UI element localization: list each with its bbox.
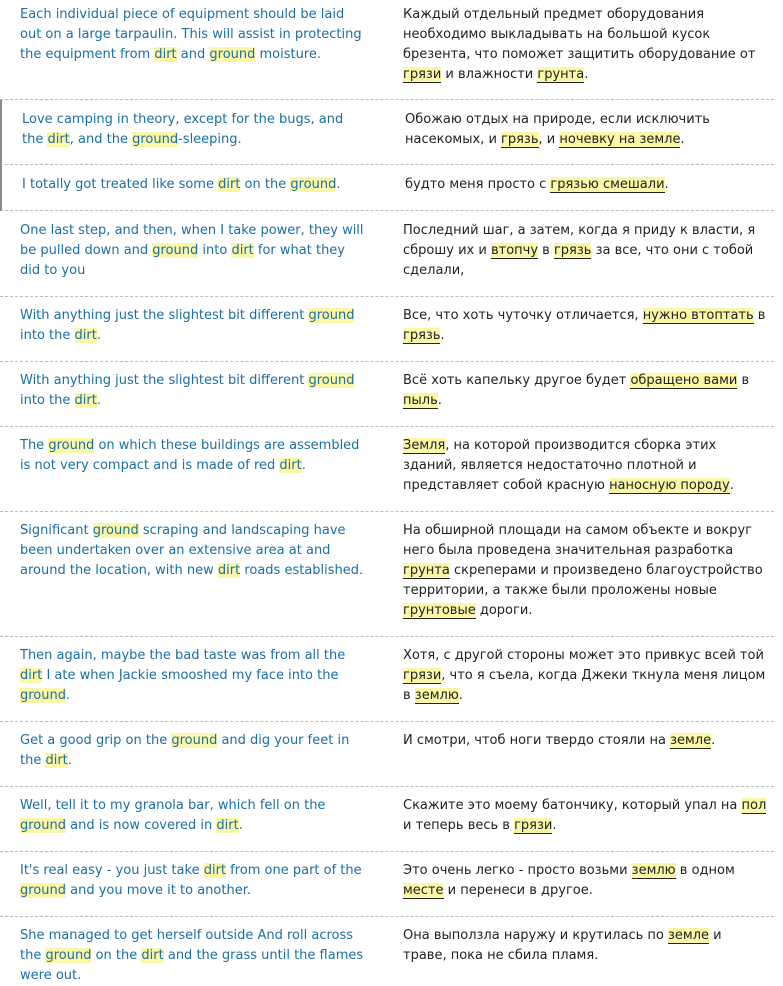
- example-row: [0, 917, 774, 986]
- text-segment: and is now covered in: [66, 818, 217, 833]
- text-segment: , and the: [69, 132, 133, 147]
- source-sentence: [0, 436, 365, 511]
- highlighted-term: dirt: [45, 753, 68, 768]
- text-segment: Хотя, с другой стороны может это привкус всей той: [403, 648, 764, 663]
- example-row: [0, 165, 774, 211]
- target-sentence: [365, 926, 774, 986]
- target-sentence: [365, 221, 774, 296]
- highlighted-term: втопчу: [490, 243, 539, 258]
- example-row: [0, 211, 774, 297]
- text-segment: .: [584, 67, 589, 82]
- text-segment: into: [198, 243, 232, 258]
- text-segment: from one part of the: [226, 863, 362, 878]
- source-sentence: [2, 110, 367, 164]
- text-segment: и теперь весь в: [403, 818, 515, 833]
- text-segment: into the: [20, 328, 75, 343]
- highlighted-term: ground: [20, 688, 66, 703]
- text-segment: on the: [91, 948, 142, 963]
- text-segment: .: [96, 393, 101, 408]
- highlighted-term: dirt: [217, 563, 241, 578]
- highlighted-term: обращено вами: [630, 373, 738, 388]
- text-segment: .: [552, 818, 557, 833]
- target-sentence: [365, 796, 774, 851]
- text-segment: It's real easy - you just take: [20, 863, 204, 878]
- text-segment: .: [336, 177, 341, 192]
- target-sentence: [365, 306, 774, 361]
- highlighted-term: ground: [20, 818, 66, 833]
- text-segment: в одном: [675, 863, 735, 878]
- highlighted-term: грязь: [553, 243, 592, 258]
- highlighted-term: dirt: [231, 243, 254, 258]
- text-segment: Each individual piece of equipment should be laid out on a large tarpaulin. This will assist in protecting the equipment from: [20, 7, 362, 62]
- target-sentence: [367, 175, 774, 210]
- text-segment: Significant: [20, 523, 93, 538]
- highlighted-term: ground: [48, 438, 95, 453]
- text-segment: With anything just the slightest bit different: [20, 373, 309, 388]
- highlighted-term: грязи: [403, 668, 442, 683]
- highlighted-term: наносную породу: [609, 478, 730, 493]
- text-segment: в: [538, 243, 554, 258]
- highlighted-term: Земля: [403, 438, 446, 453]
- highlighted-term: грязью смешали: [550, 177, 665, 192]
- target-sentence: [365, 436, 774, 511]
- source-sentence: [0, 926, 365, 986]
- text-segment: moisture.: [255, 47, 322, 62]
- highlighted-term: ground: [132, 132, 179, 147]
- text-segment: , и: [538, 132, 560, 147]
- target-sentence: [365, 861, 774, 916]
- text-segment: скреперами и произведено благоустройство территории, а также были проложены новые: [403, 563, 763, 598]
- target-sentence: [367, 110, 774, 164]
- source-sentence: [0, 861, 365, 916]
- example-row: [0, 362, 774, 427]
- highlighted-term: ground: [308, 373, 355, 388]
- source-sentence: [2, 175, 367, 210]
- highlighted-term: ground: [45, 948, 92, 963]
- highlighted-term: грязь: [501, 132, 539, 147]
- highlighted-term: ground: [20, 883, 66, 898]
- text-segment: Well, tell it to my granola bar, which fell on the: [20, 798, 326, 813]
- example-row: [0, 722, 774, 787]
- text-segment: I totally got treated like some: [22, 177, 219, 192]
- source-sentence: [0, 731, 365, 786]
- text-segment: and you move it to another.: [66, 883, 251, 898]
- text-segment: Это очень легко - просто возьми: [403, 863, 632, 878]
- highlighted-term: пыль: [403, 393, 438, 408]
- text-segment: И смотри, чтоб ноги твердо стояли на: [403, 733, 671, 748]
- example-row: [0, 0, 774, 100]
- highlighted-term: земле: [670, 733, 712, 748]
- text-segment: Обожаю отдых на природе, если исключить насекомых, и: [405, 112, 710, 147]
- highlighted-term: ground: [290, 177, 337, 192]
- text-segment: Then again, maybe the bad taste was from all the: [20, 648, 346, 663]
- text-segment: and the grass until the flames were out.: [20, 948, 364, 983]
- example-row: [0, 427, 774, 512]
- text-segment: Последний шаг, а затем, когда я приду к власти, я сброшу их и: [403, 223, 756, 258]
- highlighted-term: ground: [209, 47, 256, 62]
- text-segment: дороги.: [475, 603, 533, 618]
- highlighted-term: пол: [741, 798, 767, 813]
- text-segment: Она выползла наружу и крутилась по: [403, 928, 668, 943]
- highlighted-term: грунтовые: [403, 603, 476, 618]
- text-segment: She managed to get herself outside And roll across the: [20, 928, 354, 963]
- text-segment: scraping and landscaping have been undertaken over an extensive area at and around the location, with new: [20, 523, 346, 578]
- text-segment: Каждый отдельный предмет оборудования необходимо выкладывать на большой кусок брезента, что поможет защитить оборудование от: [403, 7, 756, 62]
- text-segment: На обширной площади на самом объекте и вокруг него была проведена значительная разработка: [403, 523, 752, 558]
- highlighted-term: dirt: [141, 948, 164, 963]
- text-segment: и перенеси в другое.: [443, 883, 593, 898]
- highlighted-term: ground: [171, 733, 218, 748]
- source-sentence: [0, 371, 365, 426]
- text-segment: .: [301, 458, 306, 473]
- text-segment: Скажите это моему батончику, который упал на: [403, 798, 742, 813]
- text-segment: Все, что хоть чуточку отличается,: [403, 308, 643, 323]
- text-segment: for what they did to you: [20, 243, 346, 278]
- text-segment: и траве, пока не сбила пламя.: [403, 928, 722, 963]
- highlighted-term: dirt: [74, 328, 97, 343]
- highlighted-term: dirt: [74, 393, 97, 408]
- text-segment: and dig your feet in the: [20, 733, 350, 768]
- highlighted-term: dirt: [20, 668, 43, 683]
- example-row: [0, 852, 774, 917]
- source-sentence: [0, 221, 365, 296]
- highlighted-term: землю: [414, 688, 459, 703]
- text-segment: on which these buildings are assembled is not very compact and is made of red: [20, 438, 360, 473]
- target-sentence: [365, 371, 774, 426]
- highlighted-term: грунта: [403, 563, 450, 578]
- target-sentence: [365, 731, 774, 786]
- text-segment: .: [96, 328, 101, 343]
- text-segment: .: [238, 818, 243, 833]
- text-segment: .: [458, 688, 463, 703]
- highlighted-term: нужно втоптать: [642, 308, 754, 323]
- source-sentence: [0, 521, 365, 636]
- text-segment: .: [437, 393, 442, 408]
- text-segment: в: [737, 373, 750, 388]
- target-sentence: [365, 521, 774, 636]
- text-segment: One last step, and then, when I take power, they will be pulled down and: [20, 223, 364, 258]
- text-segment: into the: [20, 393, 75, 408]
- text-segment: , на которой производится сборка этих зданий, является недостаточно плотной и представляет собой красную: [403, 438, 717, 493]
- text-segment: Всё хоть капельку другое будет: [403, 373, 631, 388]
- text-segment: .: [664, 177, 669, 192]
- text-segment: в: [753, 308, 766, 323]
- highlighted-term: dirt: [47, 132, 70, 147]
- highlighted-term: грунта: [537, 67, 585, 82]
- highlighted-term: dirt: [216, 818, 239, 833]
- target-sentence: [365, 646, 774, 721]
- example-row: [0, 100, 774, 165]
- highlighted-term: dirt: [154, 47, 177, 62]
- text-segment: With anything just the slightest bit different: [20, 308, 309, 323]
- highlighted-term: dirt: [218, 177, 241, 192]
- example-row: [0, 512, 774, 637]
- source-sentence: [0, 796, 365, 851]
- target-sentence: [365, 5, 774, 99]
- highlighted-term: ночевку на земле: [559, 132, 681, 147]
- highlighted-term: землю: [631, 863, 676, 878]
- highlighted-term: dirt: [279, 458, 302, 473]
- text-segment: .: [711, 733, 716, 748]
- highlighted-term: ground: [308, 308, 355, 323]
- text-segment: .: [66, 688, 71, 703]
- text-segment: roads established.: [240, 563, 364, 578]
- text-segment: .: [440, 328, 445, 343]
- highlighted-term: dirt: [203, 863, 227, 878]
- text-segment: , что я съела, когда Джеки ткнула меня лицом в: [403, 668, 766, 703]
- text-segment: -sleeping.: [178, 132, 242, 147]
- source-sentence: [0, 306, 365, 361]
- text-segment: будто меня просто с: [405, 177, 551, 192]
- highlighted-term: земле: [668, 928, 710, 943]
- text-segment: .: [67, 753, 72, 768]
- highlighted-term: ground: [92, 523, 139, 538]
- highlighted-term: месте: [403, 883, 444, 898]
- text-segment: I ate when Jackie smooshed my face into the: [42, 668, 339, 683]
- text-segment: и влажности: [441, 67, 538, 82]
- example-row: [0, 637, 774, 722]
- text-segment: and: [176, 47, 210, 62]
- source-sentence: [0, 646, 365, 721]
- text-segment: The: [20, 438, 49, 453]
- text-segment: .: [729, 478, 734, 493]
- example-row: [0, 297, 774, 362]
- text-segment: Love camping in theory, except for the bugs, and the: [22, 112, 344, 147]
- highlighted-term: грязь: [403, 328, 441, 343]
- text-segment: за все, что они с тобой сделали,: [403, 243, 754, 278]
- example-row: [0, 787, 774, 852]
- text-segment: .: [680, 132, 685, 147]
- highlighted-term: грязи: [514, 818, 553, 833]
- text-segment: on the: [240, 177, 291, 192]
- highlighted-term: грязи: [403, 67, 442, 82]
- text-segment: Get a good grip on the: [20, 733, 172, 748]
- highlighted-term: ground: [152, 243, 199, 258]
- source-sentence: [0, 5, 365, 99]
